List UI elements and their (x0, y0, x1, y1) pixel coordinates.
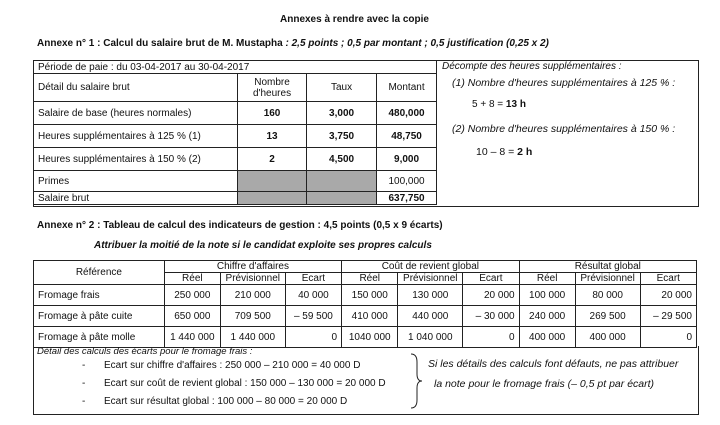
grey-cell (238, 192, 307, 205)
value-cell: 40 000 (285, 285, 341, 306)
row-taux: 4,500 (307, 148, 377, 171)
sub-prev: Prévisionnel (398, 273, 463, 285)
row-montant: 48,750 (377, 125, 437, 148)
value-cell: 440 000 (398, 306, 463, 327)
page-heading: Annexes à rendre avec la copie (280, 14, 429, 25)
value-cell: 1040 000 (342, 327, 398, 348)
primes-montant: 100,000 (377, 171, 437, 192)
value-cell: 400 000 (519, 327, 575, 348)
annexe2-points: : 4,5 points (0,5 x 9 écarts) (314, 220, 443, 231)
sub-prev: Prévisionnel (220, 273, 285, 285)
value-cell: 400 000 (575, 327, 640, 348)
dash-bullet (82, 396, 104, 407)
dash-bullet (82, 378, 104, 389)
value-cell: 240 000 (519, 306, 575, 327)
decompte-125-title: (1) Nombre d'heures supplémentaires à 125 % : (452, 77, 676, 89)
salary-table (33, 60, 437, 205)
row-label: Heures supplémentaires à 125 % (1) (34, 125, 238, 148)
header-taux: Taux (307, 74, 377, 102)
value-cell: – 59 500 (285, 306, 341, 327)
curly-brace-icon (408, 352, 424, 410)
decompte-125-expr: 5 + 8 = (472, 99, 506, 110)
row-montant: 480,000 (377, 102, 437, 125)
detail-line-3 (82, 396, 347, 407)
decompte-125-calc (472, 99, 526, 110)
sub-ecart: Ecart (640, 273, 696, 285)
value-cell: 269 500 (575, 306, 640, 327)
table-row (34, 327, 697, 348)
table-row (34, 285, 697, 306)
table-row (34, 125, 437, 148)
grey-cell (307, 192, 377, 205)
value-cell: 0 (463, 327, 519, 348)
dash-bullet (82, 360, 104, 371)
value-cell: 1 440 000 (164, 327, 220, 348)
value-cell: 709 500 (220, 306, 285, 327)
annexe2-title (37, 220, 443, 231)
detail-line-1 (82, 360, 360, 371)
table-row (34, 148, 437, 171)
table-row (34, 102, 437, 125)
sub-ecart: Ecart (285, 273, 341, 285)
row-heures: 2 (238, 148, 307, 171)
periode-cell: Période de paie : du 03-04-2017 au 30-04-2017 (34, 61, 437, 74)
decompte-title: Décompte des heures supplémentaires : (442, 61, 622, 72)
value-cell: 0 (640, 327, 696, 348)
remark-line-1: Si les détails des calculs font défauts, ne pas attribuer (428, 358, 679, 370)
decompte-150-expr: 10 – 8 = (476, 146, 518, 158)
table-row (34, 306, 697, 327)
ref-cell: Fromage à pâte molle (34, 327, 165, 348)
sub-prev: Prévisionnel (575, 273, 640, 285)
annexe1-title (37, 38, 549, 49)
row-label: Heures supplémentaires à 150 % (2) (34, 148, 238, 171)
value-cell: 0 (285, 327, 341, 348)
value-cell: 150 000 (342, 285, 398, 306)
annexe1-title-text: Annexe n° 1 : Calcul du salaire brut de M. Mustapha (37, 38, 283, 49)
primes-label: Primes (34, 171, 238, 192)
group-crg: Coût de revient global (342, 261, 519, 273)
detail-text: Ecart sur chiffre d'affaires : 250 000 – 210 000 = 40 000 D (104, 360, 361, 371)
ref-cell: Fromage à pâte cuite (34, 306, 165, 327)
group-rg: Résultat global (519, 261, 696, 273)
decompte-150-title: (2) Nombre d'heures supplémentaires à 150 % : (452, 123, 676, 135)
indicators-table (33, 260, 697, 348)
brut-label: Salaire brut (34, 192, 238, 205)
value-cell: 410 000 (342, 306, 398, 327)
sub-reel: Réel (342, 273, 398, 285)
detail-line-2 (82, 378, 386, 389)
value-cell: 250 000 (164, 285, 220, 306)
sub-reel: Réel (164, 273, 220, 285)
table-row (34, 192, 437, 205)
sub-reel: Réel (519, 273, 575, 285)
detail-text: Ecart sur résultat global : 100 000 – 80 000 = 20 000 D (104, 396, 348, 407)
row-montant: 9,000 (377, 148, 437, 171)
value-cell: 1 440 000 (220, 327, 285, 348)
header-detail: Détail du salaire brut (34, 74, 238, 102)
value-cell: 130 000 (398, 285, 463, 306)
ref-cell: Fromage frais (34, 285, 165, 306)
brut-montant: 637,750 (377, 192, 437, 205)
value-cell: 1 040 000 (398, 327, 463, 348)
value-cell: – 30 000 (463, 306, 519, 327)
row-taux: 3,750 (307, 125, 377, 148)
header-heures: Nombre d'heures (238, 74, 307, 102)
decompte-150-calc (476, 146, 532, 158)
value-cell: 20 000 (640, 285, 696, 306)
table-row (34, 171, 437, 192)
row-taux: 3,000 (307, 102, 377, 125)
row-heures: 160 (238, 102, 307, 125)
grey-cell (238, 171, 307, 192)
annexe1-points: : 2,5 points ; 0,5 par montant ; 0,5 justification (0,25 x 2) (282, 38, 549, 49)
annexe2-title-text: Annexe n° 2 : Tableau de calcul des indicateurs de gestion (37, 220, 315, 231)
grey-cell (307, 171, 377, 192)
row-heures: 13 (238, 125, 307, 148)
header-montant: Montant (377, 74, 437, 102)
group-ca: Chiffre d'affaires (164, 261, 341, 273)
row-label: Salaire de base (heures normales) (34, 102, 238, 125)
value-cell: – 29 500 (640, 306, 696, 327)
sub-ecart: Ecart (463, 273, 519, 285)
value-cell: 210 000 (220, 285, 285, 306)
value-cell: 650 000 (164, 306, 220, 327)
remark-line-2: la note pour le fromage frais (– 0,5 pt par écart) (434, 378, 655, 390)
detail-text: Ecart sur coût de revient global : 150 000 – 130 000 = 20 000 D (104, 378, 386, 389)
decompte-150-result: 2 h (517, 146, 533, 158)
value-cell: 80 000 (575, 285, 640, 306)
value-cell: 100 000 (519, 285, 575, 306)
decompte-125-result: 13 h (505, 99, 526, 110)
value-cell: 20 000 (463, 285, 519, 306)
ref-header: Référence (34, 261, 165, 285)
details-title: Détail des calculs des écarts pour le fromage frais : (37, 346, 253, 357)
annexe2-note: Attribuer la moitié de la note si le candidat exploite ses propres calculs (94, 240, 432, 251)
